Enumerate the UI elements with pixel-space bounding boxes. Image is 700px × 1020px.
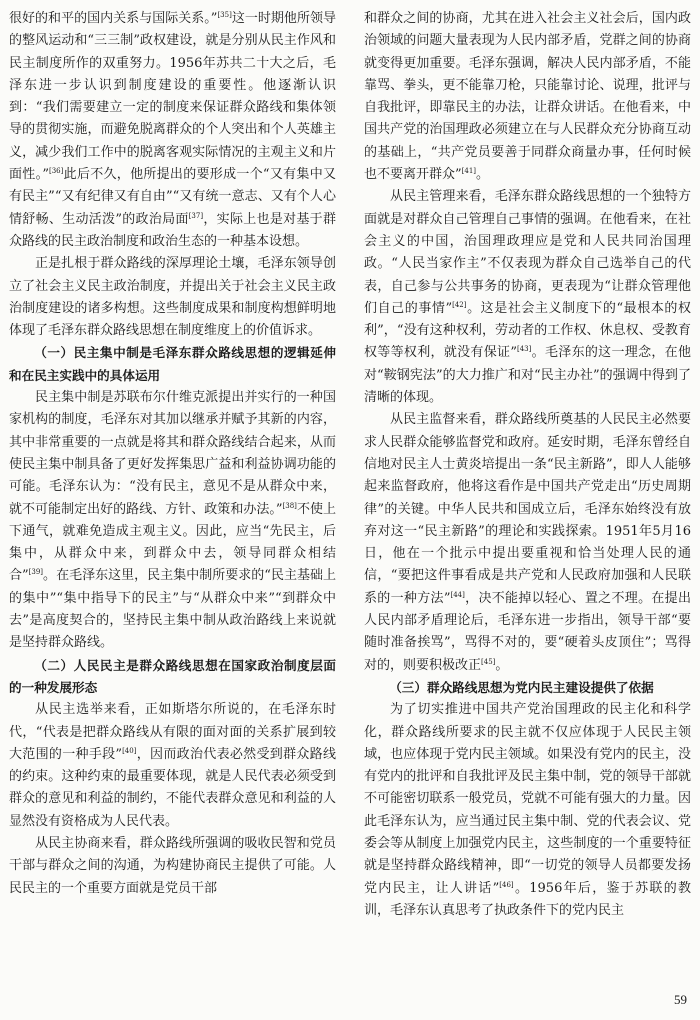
- paragraph: [364, 186, 691, 409]
- text-run: ，因而政治代表必然受到群众路线的约束。这种约束的最重要体现，就是人民代表必须受到群众的意见和利益的制约，不能代表群众意见和利益的人显然没有资格成为人民代表。: [9, 746, 336, 829]
- text-run: 为了切实推进中国共产党治国理政的民主化和科学化，群众路线所要求的民主就不仅应体现于人民民主领域，也应体现于党内民主领域。如果没有党内的民主，没有党内的批评和自我批评及民主集中制，党的领导干部就不可能密切联系一般党员，党就不可能有强大的力量。因此毛泽东认为，应当通过民主集中制、党的代表会议、党委会等从制度上加强党内民主，这些制度的一个重要特征就是坚持群众路线精神，即“一切党的领导人员都要发扬党内民主，让人讲话”: [364, 702, 691, 896]
- text-run: 。1956年后，鉴于苏联的教训，毛泽东认真思考了执政条件下的党内民主: [364, 880, 691, 918]
- page-number: 59: [674, 992, 687, 1007]
- paragraph: [9, 387, 336, 655]
- text-run: 从民主选举来看，正如斯塔尔所说的，在毛泽东时代，“代表是把群众路线从有限的面对面的关系扩展到较大范围的一种手段”: [9, 702, 336, 762]
- right-column: [364, 8, 691, 922]
- citation-marker: [46]: [499, 880, 514, 889]
- text-run: 这一时期他所领导的整风运动和“三三制”政权建设，就是分别从民主作风和民主制度所作的双重努力。1956年苏共二十大之后，毛泽东进一步认识到制度建设的重要性。他逐渐认识到：“我们需要建立一定的制度来保证群众路线和集体领导的贯彻实施，而避免脱离群众的个人突出和个人英雄主义，减少我们工作中的脱离客观实际情况的主观主义和片面性。”: [9, 11, 336, 183]
- text-run: （二）人民民主是群众路线思想在国家政治制度层面的一种发展形态: [9, 657, 336, 695]
- text-run: 从民主协商来看，群众路线所强调的吸收民智和党员干部与群众之间的沟通，为构建协商民主提供了可能。人民民主的一个重要方面就是党员干部: [9, 835, 336, 896]
- citation-marker: [37]: [188, 211, 204, 220]
- text-run: ，决不能掉以轻心、置之不理。在提出人民内部矛盾理论后，毛泽东进一步指出，领导干部“要随时准备挨骂”，骂得不对的，要“硬着头皮顶住”；骂得对的，则要积极改正: [364, 590, 691, 673]
- text-run: ，实际上也是对基于群众路线的民主政治制度和政治生态的一种基本设想。: [9, 211, 336, 249]
- citation-marker: [36]: [49, 167, 64, 176]
- citation-marker: [38]: [282, 501, 297, 510]
- text-run: 。这是社会主义制度下的“最根本的权利”，“没有这种权利，劳动者的工作权、休息权、受教育权等等权利，就没有保证”: [364, 300, 691, 361]
- paragraph: [364, 8, 691, 186]
- text-run: （一）民主集中制是毛泽东群众路线思想的逻辑延伸和在民主实践中的具体运用: [9, 345, 336, 383]
- text-run: 正是扎根于群众路线的深厚理论土壤，毛泽东领导创立了社会主义民主政治制度，并提出关于社会主义民主政治制度建设的诸多构想。这些制度成果和制度构想鲜明地体现了毛泽东群众路线思想在制度维度上的价值诉求。: [9, 256, 336, 339]
- text-run: 民主集中制是苏联布尔什维克派提出并实行的一种国家机构的制度，毛泽东对其加以继承并赋予其新的内容，其中非常重要的一点就是将其和群众路线结合起来，从而使民主集中制具备了更好发挥集思广益和利益协调功能的可能。毛泽东认为：“没有民主，意见不是从群众中来，就不可能制定出好的路线、方针、政策和办法。”: [9, 390, 336, 517]
- text-run: 。毛泽东的这一理念，在他对“鞍钢宪法”的大力推广和对“民主办社”的强调中得到了清晰的体现。: [364, 345, 691, 406]
- section-heading: [9, 342, 336, 387]
- citation-marker: [44]: [450, 590, 465, 599]
- text-run: 和群众之间的协商，尤其在进入社会主义社会后，国内政治领域的问题大量表现为人民内部矛盾，党群之间的协商就变得更加重要。毛泽东强调，解决人民内部矛盾，不能靠骂、拳头，更不能靠刀枪，只能靠讨论、说理，批评与自我批评，即靠民主的办法，让群众讲话。在他看来，中国共产党的治国理政必须建立在与人民群众充分协商互动的基础上，“共产党员要善于同群众商量办事，任何时候也不要离开群众”: [364, 11, 691, 183]
- citation-marker: [41]: [461, 167, 477, 176]
- text-run: 。在毛泽东这里，民主集中制所要求的“民主基础上的集中”“集中指导下的民主”与“从群众中来”“到群众中去”是高度契合的，坚持民主集中制从政治路线上来说就是坚持群众路线。: [9, 568, 336, 651]
- paragraph: [364, 699, 691, 922]
- paragraph: [9, 8, 336, 253]
- paragraph: [9, 833, 336, 900]
- text-run: 不使上下通气，就难免造成主观主义。因此，应当“先民主，后集中，从群众中来，到群众中去，领导同群众相结合”: [9, 501, 336, 584]
- text-run: 从民主管理来看，毛泽东群众路线思想的一个独特方面就是对群众自己管理自己事情的强调。在他看来，在社会主义的中国，治国理政理应是党和人民共同治国理政。“人民当家作主”不仅表现为群众自己选举自己的代表，自己参与公共事务的协商，更表现为“让群众管理他们自己的事情”: [364, 189, 691, 316]
- citation-marker: [35]: [217, 11, 232, 19]
- section-heading: [9, 655, 336, 700]
- citation-marker: [39]: [28, 568, 44, 577]
- text-run: 。: [476, 167, 490, 183]
- text-run: 从民主监督来看，群众路线所奠基的人民民主必然要求人民群众能够监督党和政府。延安时期，毛泽东曾经自信地对民主人士黄炎培提出一条“民主新路”，即人人能够起来监督政府，他将这看作是中国共产党走出“历史周期律”的关键。中华人民共和国成立后，毛泽东始终没有放弃对这一“民主新路”的理论和实践探索。1951年5月16日，他在一个批示中提出要重视和恰当处理人民的通信，“要把这件事看成是共产党和人民政府加强和人民联系的一种方法”: [364, 412, 691, 606]
- text-run: （三）群众路线思想为党内民主建设提供了依据: [389, 679, 654, 695]
- text-run: 此后不久，他所提出的要形成一个“又有集中又有民主”“又有纪律又有自由”“又有统一意志、又有个人心情舒畅、生动活泼”的政治局面: [9, 167, 336, 227]
- citation-marker: [42]: [452, 300, 467, 309]
- section-heading: [364, 677, 691, 699]
- text-run: 很好的和平的国内关系与国际关系。”: [9, 11, 218, 26]
- left-column: [9, 8, 336, 900]
- citation-marker: [40]: [122, 746, 137, 755]
- paragraph: [9, 253, 336, 342]
- citation-marker: [45]: [481, 657, 496, 666]
- citation-marker: [43]: [516, 345, 532, 354]
- text-run: 。: [495, 657, 509, 673]
- paragraph: [364, 409, 691, 677]
- paragraph: [9, 699, 336, 833]
